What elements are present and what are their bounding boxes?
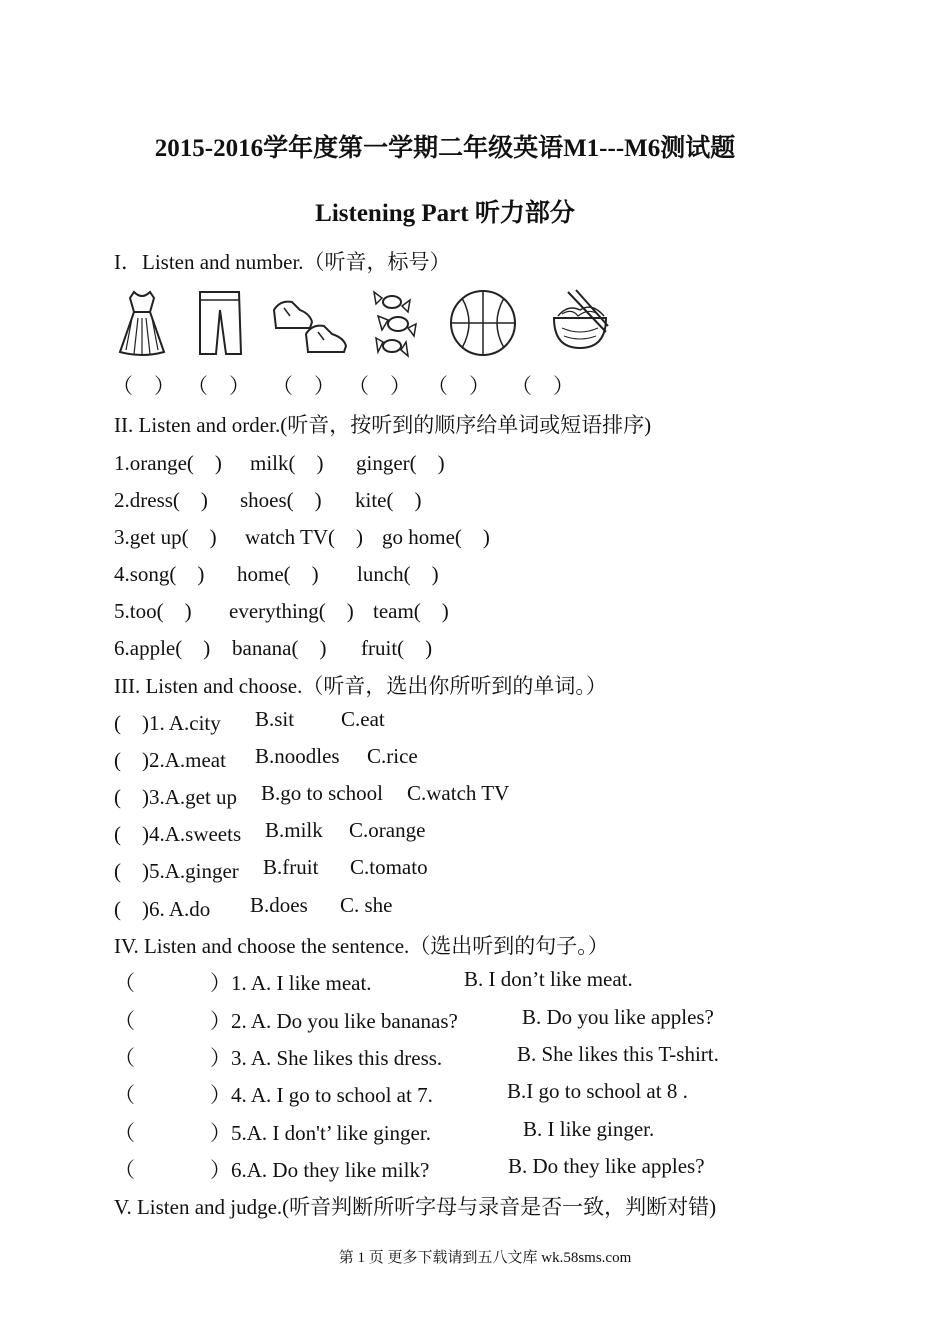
order-word: 2.dress( )	[114, 488, 208, 512]
number-blank[interactable]: （ ）	[427, 374, 490, 398]
page-footer: 第 1 页 更多下载请到五八文库 wk.58sms.com	[338, 1250, 632, 1266]
order-word: everything( )	[229, 599, 354, 623]
order-word: 6.apple( )	[114, 636, 211, 660]
sentence-option-b: B. I don’t like meat.	[464, 967, 633, 991]
order-word: fruit( )	[361, 636, 433, 660]
answer-blank-open[interactable]: （	[114, 971, 135, 995]
option-b: B.sit	[255, 707, 295, 731]
option-b: B.does	[250, 893, 308, 917]
order-word: team( )	[373, 599, 449, 623]
order-word: 5.too( )	[114, 599, 192, 623]
sentence-option-b: B. I like ginger.	[523, 1117, 655, 1141]
number-blank[interactable]: （ ）	[112, 374, 175, 398]
order-word: milk( )	[250, 451, 324, 475]
sweets-icon	[370, 288, 422, 360]
sentence-option-a: ）1. A. I like meat.	[210, 971, 372, 995]
number-blank[interactable]: （ ）	[348, 374, 411, 398]
question-stem: ( )5.A.ginger	[114, 859, 239, 883]
number-blank[interactable]: （ ）	[272, 374, 335, 398]
order-word: 3.get up( )	[114, 525, 217, 549]
sentence-option-a: ）5.A. I don't’ like ginger.	[210, 1121, 431, 1145]
sentence-option-a: ）3. A. She likes this dress.	[210, 1046, 443, 1070]
answer-blank-open[interactable]: （	[114, 1158, 135, 1182]
option-b: B.milk	[265, 818, 323, 842]
section5-heading: V. Listen and judge.(听音判断所听字母与录音是否一致，判断对错)	[114, 1195, 717, 1219]
order-word: kite( )	[355, 488, 422, 512]
answer-blank-open[interactable]: （	[114, 1083, 135, 1107]
page-subtitle: Listening Part 听力部分	[315, 200, 575, 227]
sentence-option-a: ）4. A. I go to school at 7.	[210, 1083, 433, 1107]
dress-icon	[112, 288, 172, 358]
sentence-option-b: B.I go to school at 8 .	[507, 1079, 688, 1103]
page-title: 2015-2016学年度第一学期二年级英语M1---M6测试题	[154, 135, 736, 162]
option-c: C.eat	[341, 707, 385, 731]
order-word: lunch( )	[357, 562, 439, 586]
shoes-icon	[270, 288, 352, 360]
sentence-option-a: ）2. A. Do you like bananas?	[210, 1009, 458, 1033]
option-c: C.tomato	[350, 855, 428, 879]
order-word: home( )	[237, 562, 319, 586]
trousers-icon	[192, 288, 247, 358]
order-word: 4.song( )	[114, 562, 205, 586]
section2-heading: II. Listen and order.(听音，按听到的顺序给单词或短语排序)	[114, 413, 652, 437]
section3-heading: III. Listen and choose.（听音，选出你所听到的单词。）	[114, 674, 607, 698]
option-b: B.fruit	[263, 855, 319, 879]
option-c: C.orange	[349, 818, 426, 842]
question-stem: ( )2.A.meat	[114, 748, 226, 772]
sentence-option-b: B. Do you like apples?	[522, 1005, 714, 1029]
question-stem: ( )3.A.get up	[114, 785, 238, 809]
option-c: C.rice	[367, 744, 418, 768]
sentence-option-b: B. Do they like apples?	[508, 1154, 705, 1178]
order-word: 1.orange( )	[114, 451, 222, 475]
noodles-icon	[548, 288, 612, 352]
order-word: ginger( )	[356, 451, 445, 475]
answer-blank-open[interactable]: （	[114, 1046, 135, 1070]
ball-icon	[448, 288, 518, 358]
sentence-option-a: ）6.A. Do they like milk?	[210, 1158, 430, 1182]
answer-blank-open[interactable]: （	[114, 1009, 135, 1033]
question-stem: ( )4.A.sweets	[114, 822, 242, 846]
section4-heading: IV. Listen and choose the sentence.（选出听到的句子。）	[114, 934, 609, 958]
option-c: C. she	[340, 893, 393, 917]
option-b: B.noodles	[255, 744, 340, 768]
option-c: C.watch TV	[407, 781, 510, 805]
order-word: watch TV( )	[245, 525, 363, 549]
question-stem: ( )6. A.do	[114, 897, 211, 921]
order-word: go home( )	[382, 525, 490, 549]
order-word: shoes( )	[240, 488, 322, 512]
number-blank[interactable]: （ ）	[187, 374, 250, 398]
sentence-option-b: B. She likes this T-shirt.	[517, 1042, 719, 1066]
question-stem: ( )1. A.city	[114, 711, 221, 735]
number-blank[interactable]: （ ）	[511, 374, 574, 398]
section1-heading: I．Listen and number.（听音，标号）	[114, 250, 451, 274]
answer-blank-open[interactable]: （	[114, 1121, 135, 1145]
option-b: B.go to school	[261, 781, 383, 805]
order-word: banana( )	[232, 636, 327, 660]
